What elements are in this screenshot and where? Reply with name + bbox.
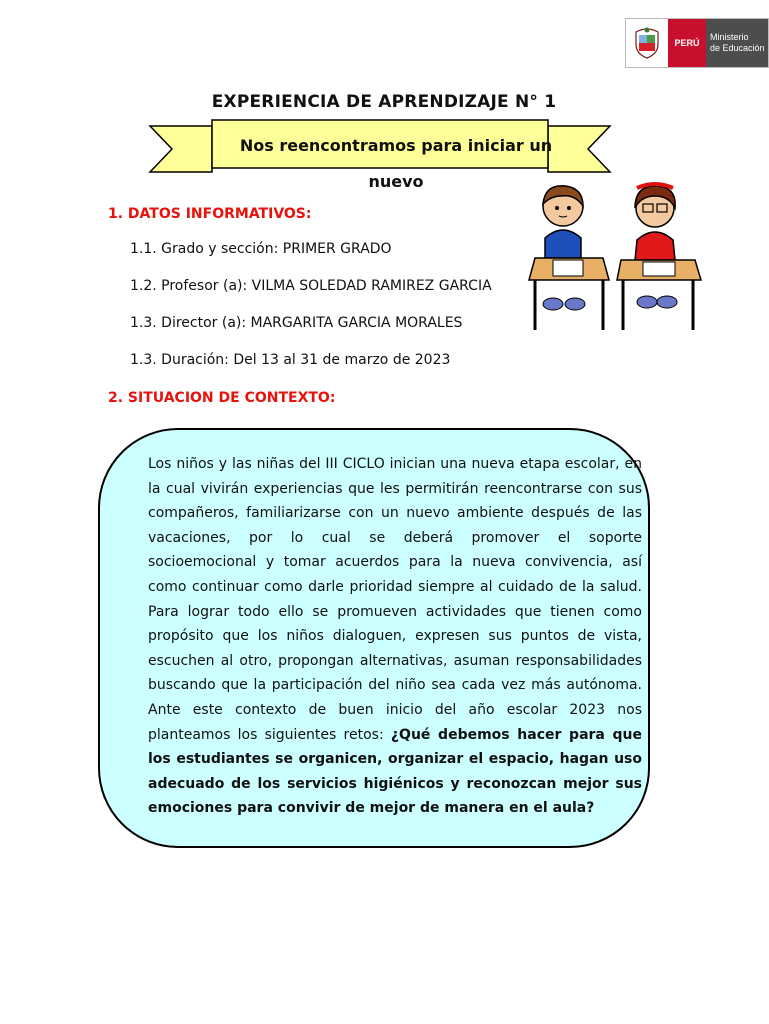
logo-ministry-line1: Ministerio xyxy=(710,32,749,42)
page-title: EXPERIENCIA DE APRENDIZAJE N° 1 xyxy=(211,92,557,112)
context-text xyxy=(148,452,642,821)
girl-student-icon xyxy=(617,184,701,330)
context-question: ¿Qué debemos hacer para que los estudiantes se organicen, organizar el espacio, hagan uso adecuado de los servicios higiénicos y reconozcan mejor sus emociones para convivir de mejor de manera en el aula? xyxy=(148,726,642,817)
section-heading-contexto: 2. SITUACION DE CONTEXTO: xyxy=(108,390,336,406)
info-director: 1.3. Director (a): MARGARITA GARCIA MORALES xyxy=(130,315,463,331)
logo-ministry-line2: de Educación xyxy=(710,43,765,53)
students-illustration xyxy=(525,180,705,336)
banner-title: Nos reencontramos para iniciar un nuevo xyxy=(239,136,553,191)
context-box xyxy=(98,428,650,848)
logo-country: PERÚ xyxy=(668,19,706,67)
context-paragraph: Los niños y las niñas del III CICLO inician una nueva etapa escolar, en la cual vivirán experiencias que les permitirán reencontrarse con sus compañeros, familiarizarse con un nuevo ambiente después de las vacaciones, por lo cual se deberá promover el soporte socioemocional y tomar acuerdos para la nueva convivencia, así como continuar como darle prioridad siempre al cuidado de la salud. Para lograr todo ello se promueven actividades que tienen como propósito que los niños dialoguen, expresen sus puntos de vista, escuchen al otro, propongan alternativas, asuman responsabilidades buscando que la participación del niño sea cada vez más autónoma. Ante este contexto de buen inicio del año escolar 2023 nos planteamos los siguientes retos: xyxy=(148,456,642,743)
boy-student-icon xyxy=(529,186,609,330)
coat-of-arms-icon xyxy=(626,19,668,67)
logo-ministry xyxy=(706,19,768,67)
info-profesor: 1.2. Profesor (a): VILMA SOLEDAD RAMIREZ GARCIA xyxy=(130,278,492,294)
section-heading-datos: 1. DATOS INFORMATIVOS: xyxy=(108,206,312,222)
info-duracion: 1.3. Duración: Del 13 al 31 de marzo de 2023 xyxy=(130,352,451,368)
ministry-logo xyxy=(625,18,769,68)
info-grado: 1.1. Grado y sección: PRIMER GRADO xyxy=(130,241,392,257)
